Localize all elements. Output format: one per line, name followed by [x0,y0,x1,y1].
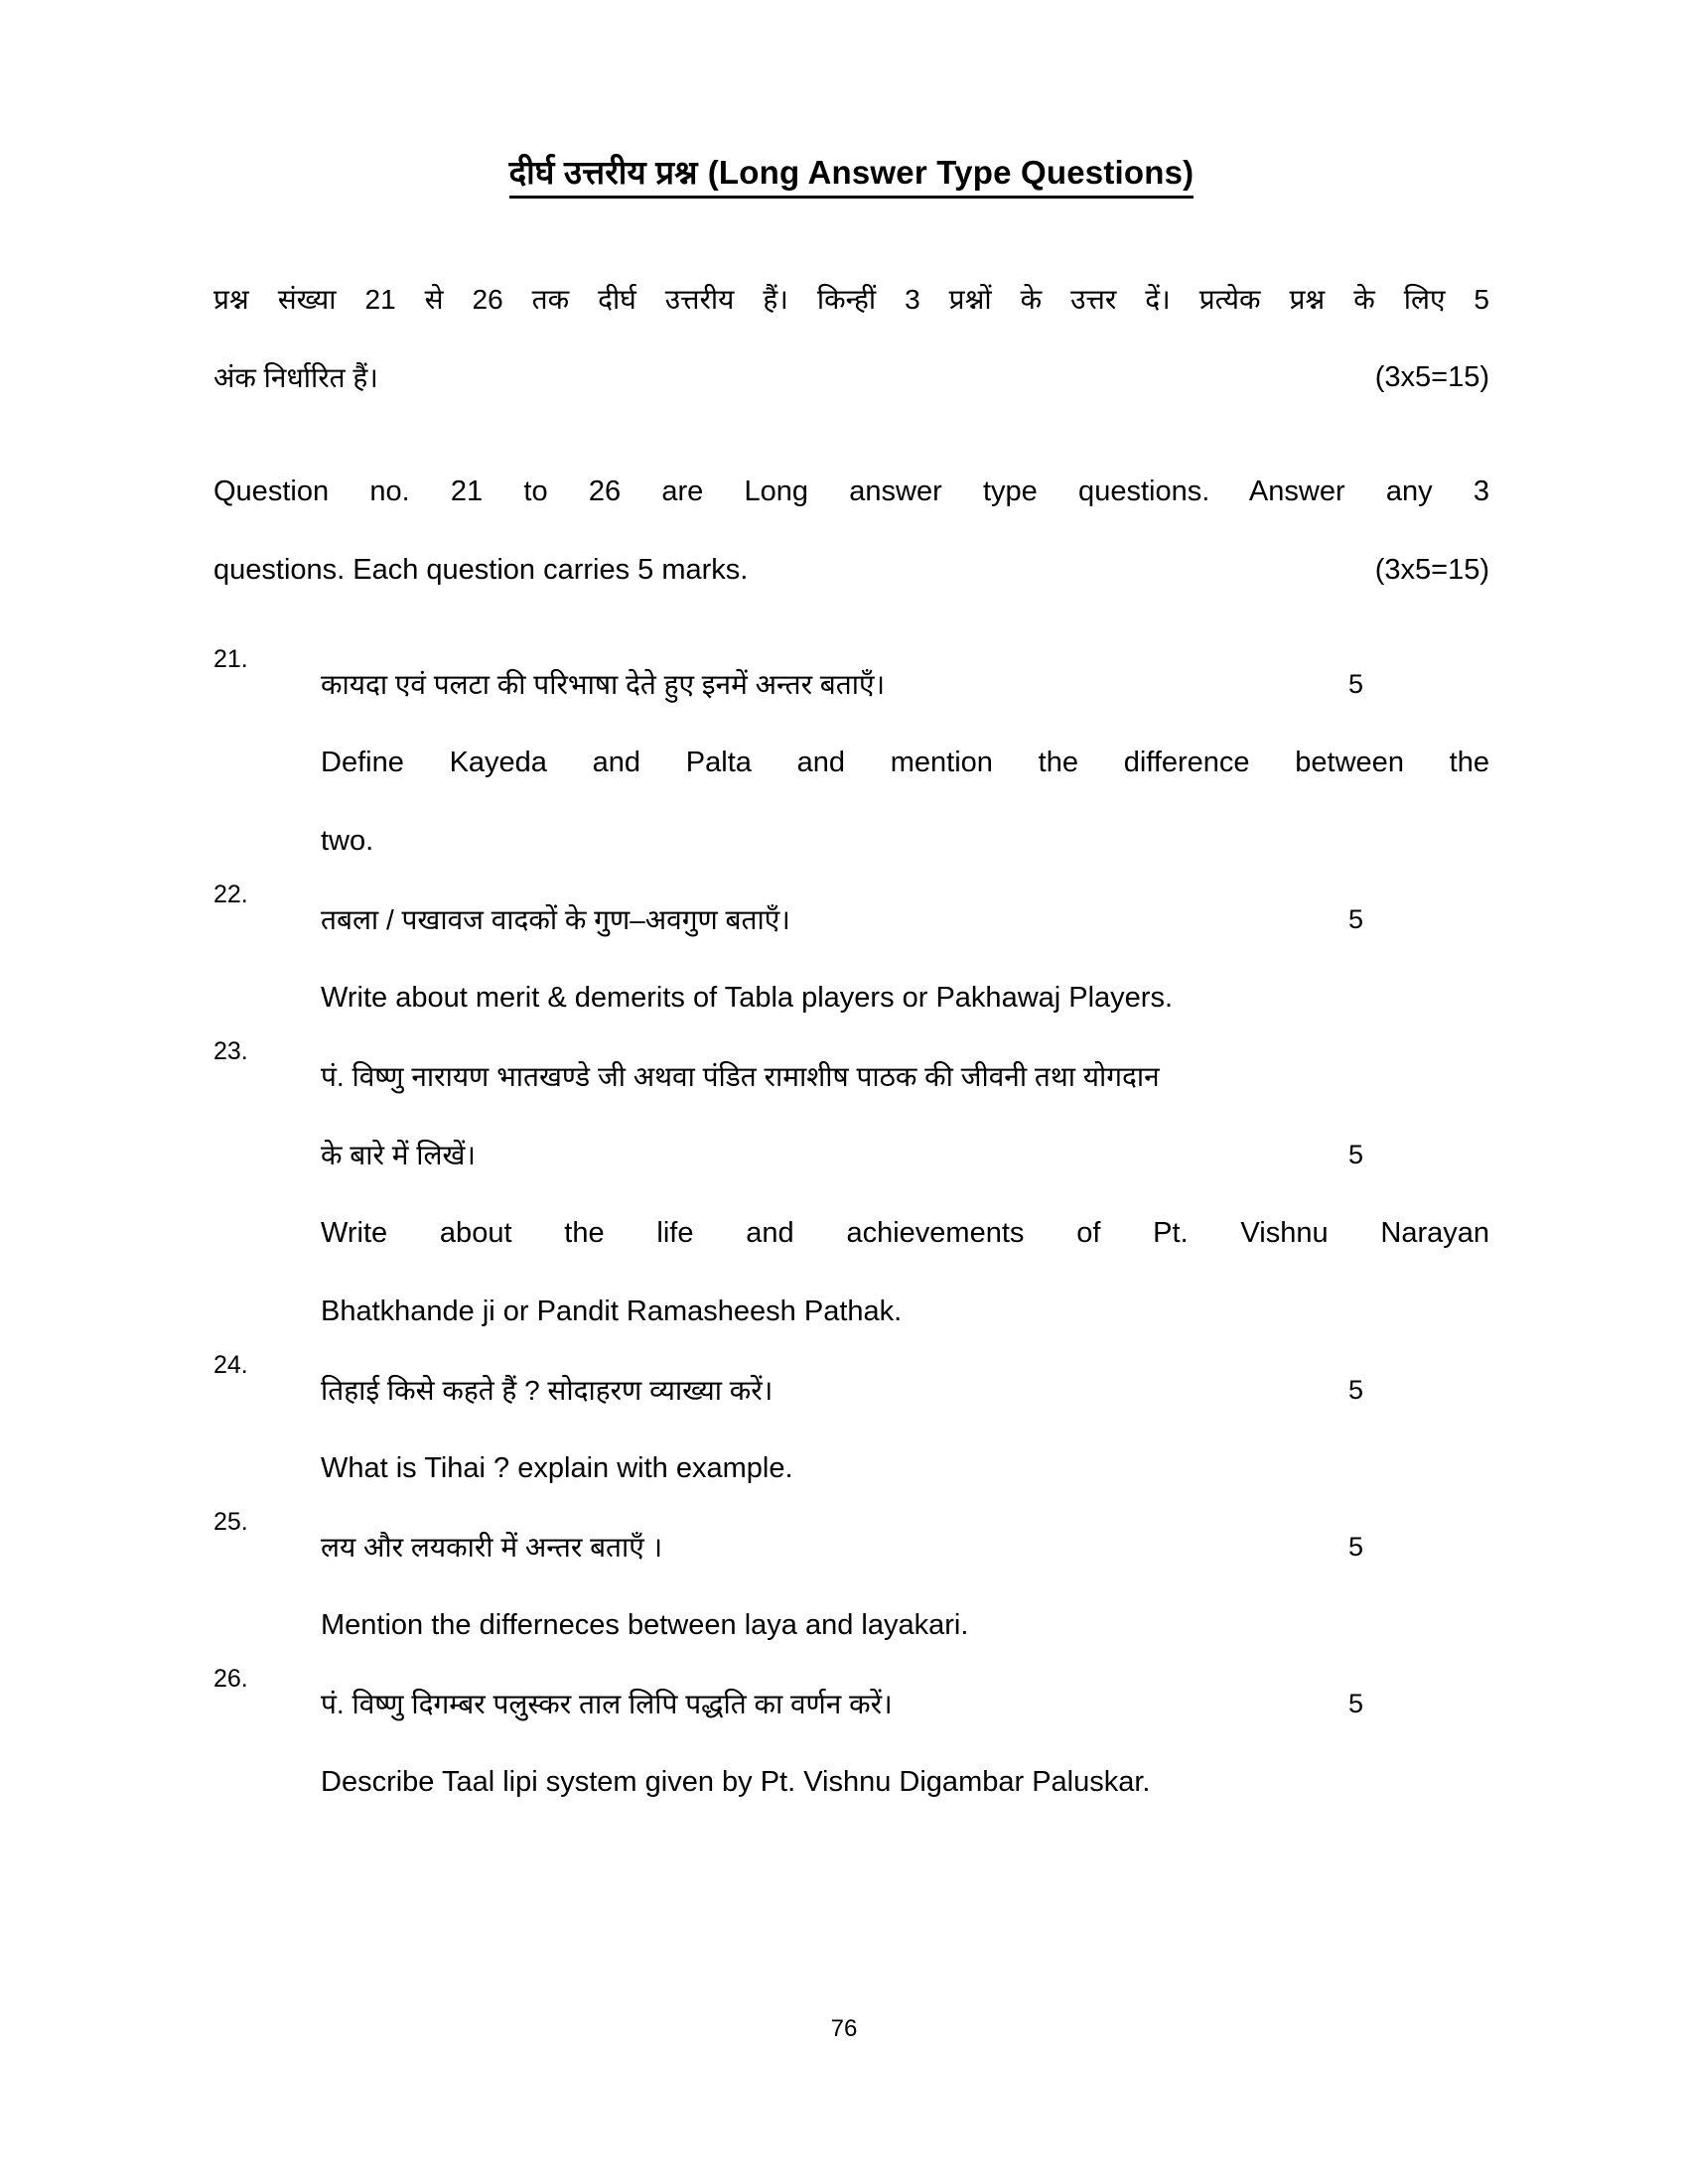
question-item [213,881,1489,1037]
section-heading-english: (Long Answer Type Questions) [707,154,1195,191]
instructions-hindi-line-1 [213,260,1489,339]
page-number: 76 [830,2015,858,2042]
question-body [321,1508,1489,1665]
question-english-text: Bhatkhande ji or Pandit Ramasheesh Pathak. [321,1296,903,1327]
instructions-english-line-1-text: Question no. 21 to 26 are Long answer type questions. Answer any 3 [213,476,1489,507]
question-english-line [321,1430,1489,1508]
question-hindi-line [321,1037,1489,1116]
question-english-text: Describe Taal lipi system given by Pt. Vishnu Digambar Paluskar. [321,1766,1151,1798]
question-number: 23. [213,1037,248,1065]
question-english-text: Define Kayeda and Palta and mention the difference between the [321,747,1489,778]
instructions-english-line-2 [213,531,1489,610]
question-marks: 5 [1348,1140,1364,1169]
question-marks: 5 [1348,1532,1364,1562]
question-english-text: What is Tihai ? explain with example. [321,1452,793,1484]
question-english-line [321,802,1489,881]
question-marks: 5 [1348,904,1364,934]
question-hindi-line [321,1116,1489,1194]
question-english-text: Mention the differneces between laya and layakari. [321,1609,969,1641]
instructions-english [213,453,1489,610]
section-heading-hindi: दीर्घ उत्तरीय प्रश्न [508,154,698,191]
question-number: 25. [213,1508,248,1536]
question-number: 22. [213,881,248,908]
question-body [321,881,1489,1037]
question-hindi-line [321,881,1489,959]
question-english-line [321,1194,1489,1273]
question-item [213,1351,1489,1508]
question-hindi-text: के बारे में लिखें। [321,1140,477,1170]
question-number: 24. [213,1351,248,1379]
question-english-text: two. [321,825,374,857]
page-content [213,149,1489,1822]
instructions-english-line-1 [213,453,1489,531]
question-english-line [321,959,1489,1037]
question-number: 21. [213,645,248,673]
instructions-english-line-2-text: questions. Each question carries 5 marks. [213,554,749,586]
section-heading-row [213,149,1489,199]
question-english-text: Write about merit & demerits of Tabla players or Pakhawaj Players. [321,982,1174,1014]
question-english-line [321,1586,1489,1665]
question-english-line [321,1273,1489,1351]
question-body [321,645,1489,881]
question-hindi-text: पं. विष्णु दिगम्बर पलुस्कर ताल लिपि पद्धति का वर्णन करें। [321,1689,893,1719]
question-item [213,1508,1489,1665]
instructions-hindi [213,260,1489,417]
question-marks: 5 [1348,1689,1364,1718]
question-item [213,645,1489,881]
question-number: 26. [213,1665,248,1693]
instructions-hindi-line-2 [213,339,1489,417]
instructions-hindi-marks: (3x5=15) [1374,361,1489,393]
question-english-text: Write about the life and achievements of Pt. Vishnu Narayan [321,1217,1489,1249]
section-heading [509,149,1195,199]
question-hindi-text: तिहाई किसे कहते हैं ? सोदाहरण व्याख्या करें। [321,1375,774,1406]
question-hindi-text: पं. विष्णु नारायण भातखण्डे जी अथवा पंडित रामाशीष पाठक की जीवनी तथा योगदान [321,1061,1160,1092]
question-body [321,1665,1489,1822]
question-item [213,1665,1489,1822]
question-hindi-text: लय और लयकारी में अन्तर बताएँ । [321,1532,663,1563]
instructions-hindi-line-2-text: अंक निर्धारित हैं। [213,362,378,393]
question-body [321,1351,1489,1508]
question-hindi-text: तबला / पखावज वादकों के गुण–अवगुण बताएँ। [321,904,790,935]
question-hindi-line [321,1351,1489,1430]
instructions-hindi-line-1-text: प्रश्न संख्या 21 से 26 तक दीर्घ उत्तरीय हैं। किन्हीं 3 प्रश्नों के उत्तर दें। प्रत्येक प्रश्न के लिए 5 [213,284,1489,315]
question-marks: 5 [1348,1375,1364,1405]
question-english-line [321,1743,1489,1822]
question-item [213,1037,1489,1351]
spacer-instructions-questions [213,610,1489,645]
question-body [321,1037,1489,1351]
question-list [213,645,1489,1822]
question-hindi-text: कायदा एवं पलटा की परिभाषा देते हुए इनमें अन्तर बताएँ। [321,669,886,700]
question-marks: 5 [1348,669,1364,699]
question-english-line [321,724,1489,802]
question-hindi-line [321,1665,1489,1743]
spacer-hindi-english [213,417,1489,453]
question-hindi-line [321,1508,1489,1586]
question-hindi-line [321,645,1489,724]
instructions-english-marks: (3x5=15) [1374,554,1489,586]
